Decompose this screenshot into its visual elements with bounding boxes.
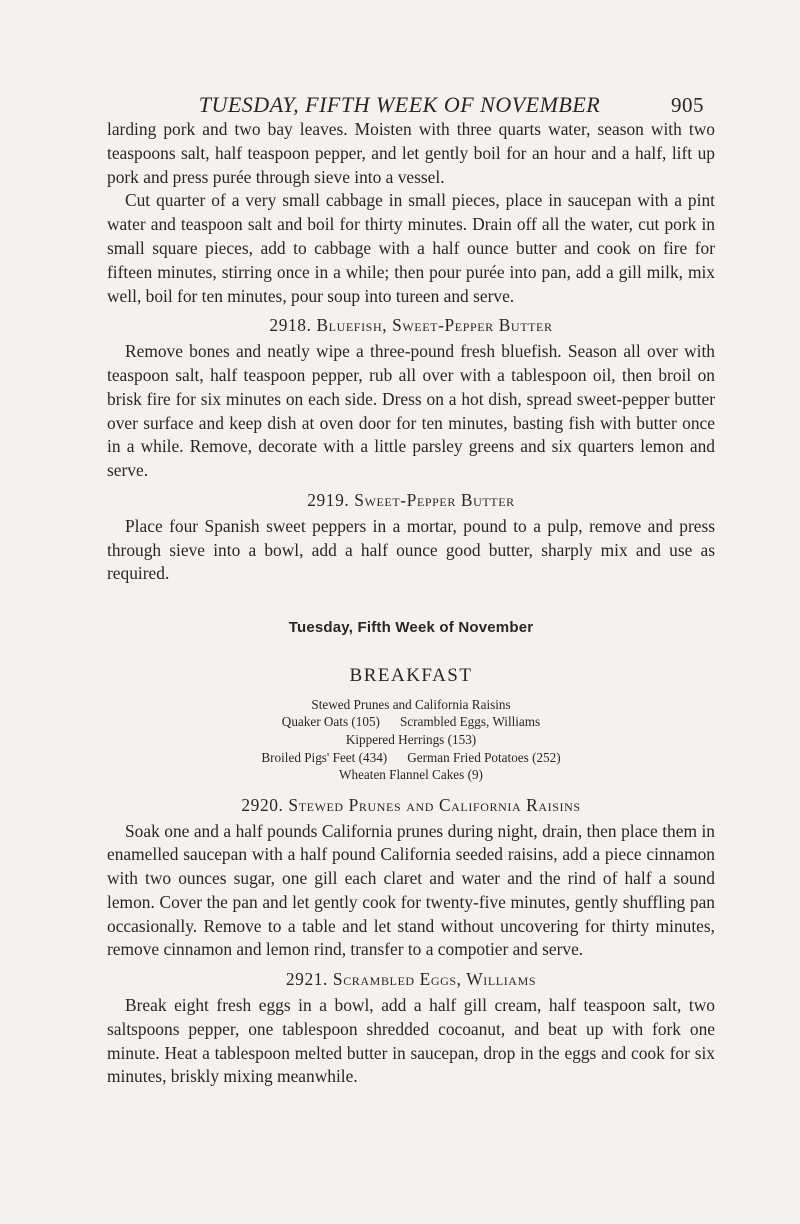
daily-menu [107, 616, 715, 784]
header-title: TUESDAY, FIFTH WEEK OF NOVEMBER [198, 92, 601, 117]
recipe-text: Remove bones and neatly wipe a three-pound fresh bluefish. Season all over with teaspoon salt, half teaspoon pepper, rub all over with a tablespoon oil, then broil on brisk fire for six minutes on each side. Dress on a hot dish, spread sweet-pepper butter over surface and keep dish at oven door for ten minutes, basting fish with butter once in a while. Remove, decorate with a little parsley greens and six quarters lemon and serve. [107, 341, 715, 481]
menu-item: Quaker Oats (105) [281, 714, 380, 730]
page-number: 905 [671, 93, 704, 117]
recipe-heading: 2919. Sweet-Pepper Butter [307, 489, 515, 510]
page-body [107, 118, 715, 1089]
recipe-text: Break eight fresh eggs in a bowl, add a half gill cream, half teaspoon salt, two saltspoons pepper, one tablespoon shredded cocoanut, and beat up with fork one minute. Heat a tablespoon melted butter in saucepan, drop in the eggs and cook for six minutes, briskly mixing meanwhile. [107, 995, 715, 1087]
recipe-heading: 2920. Stewed Prunes and California Raisins [241, 794, 581, 815]
menu-line [107, 749, 715, 767]
menu-item: German Fried Potatoes (252) [407, 749, 561, 765]
recipe-heading: 2918. Bluefish, Sweet-Pepper Butter [269, 315, 553, 336]
recipe-heading: 2921. Scrambled Eggs, Williams [285, 969, 537, 990]
menu-item: Broiled Pigs' Feet (434) [261, 749, 388, 765]
paragraph: Cut quarter of a very small cabbage in small pieces, place in saucepan with a pint water and teaspoon salt and boil for thirty minutes. Drain off all the water, cut pork in small square pieces, add to cabbage with a half ounce butter and cook on fire for fifteen minutes, stirring once in a while; then pour purée into pan, add a gill milk, mix well, boil for ten minutes, pour soup into tureen and serve. [107, 190, 715, 306]
menu-line: Wheaten Flannel Cakes (9) [339, 767, 483, 783]
menu-line: Stewed Prunes and California Raisins [311, 696, 511, 712]
recipe-text: Place four Spanish sweet peppers in a mortar, pound to a pulp, remove and press through sieve into a bowl, add a half ounce good butter, sharply mix and use as required. [107, 515, 715, 584]
menu-line: Kippered Herrings (153) [345, 731, 477, 747]
menu-item: Scrambled Eggs, Williams [399, 714, 541, 730]
menu-line [107, 713, 715, 731]
menu-title: Tuesday, Fifth Week of November [288, 619, 534, 637]
paragraph: larding pork and two bay leaves. Moisten with three quarts water, season with two teaspoons salt, half teaspoon pepper, and let gently boil for an hour and a half, lift up pork and press purée through sieve into a vessel. [107, 119, 715, 187]
menu-meal-heading: BREAKFAST [349, 664, 473, 686]
running-header [108, 92, 704, 118]
recipe-text: Soak one and a half pounds California prunes during night, drain, then place them in enamelled saucepan with a half pound California seeded raisins, add a piece cinnamon with two ounces sugar, one gill each claret and water and the rind of half a sound lemon. Cover the pan and let gently cook for twenty-five minutes, gently shuffling pan occasionally. Remove to a table and let stand without uncovering for thirty minutes, remove cinnamon and lemon rind, transfer to a compotier and serve. [107, 820, 715, 960]
